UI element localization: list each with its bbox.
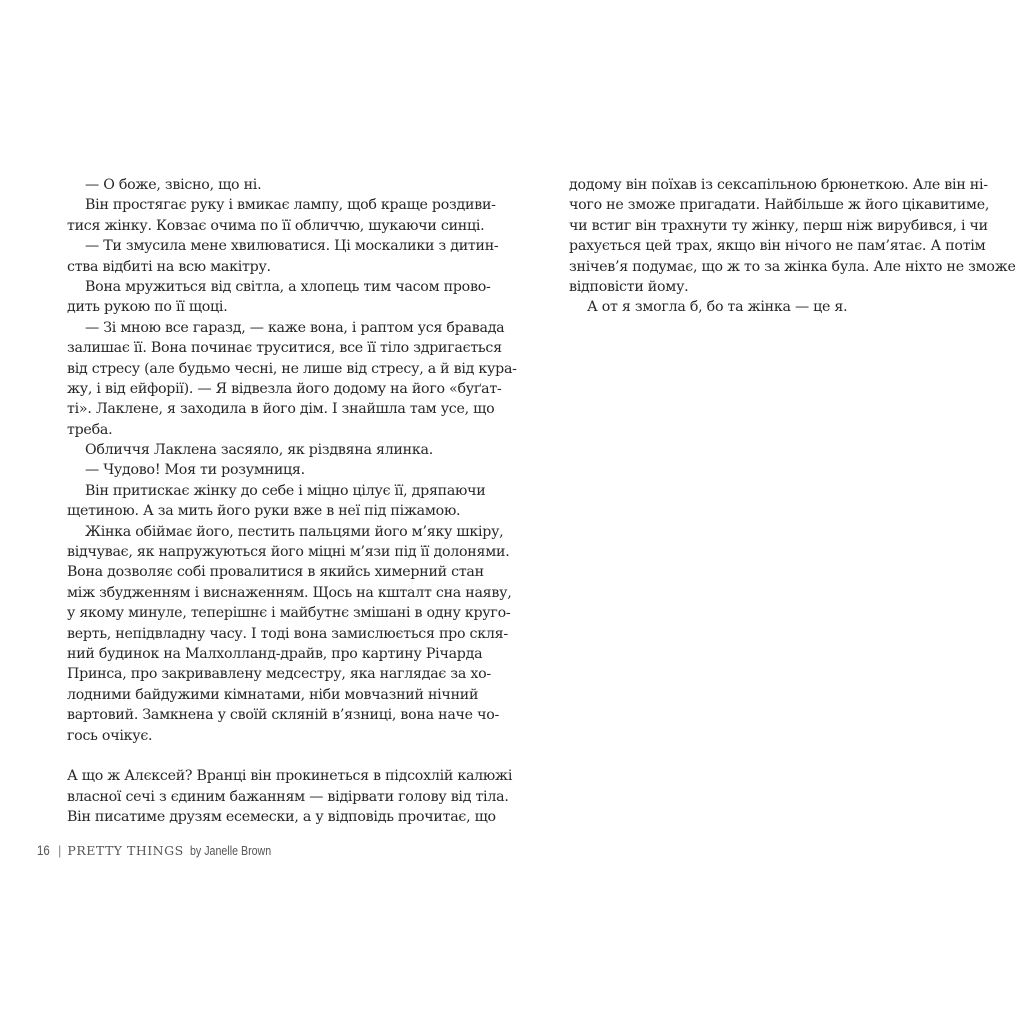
text-line: ний будинок на Малхолланд-драйв, про картину Річарда: [67, 645, 483, 662]
text-line: А що ж Алєксей? Вранці він прокинеться в підсохлій калюжі: [67, 768, 513, 785]
text-line: вартовий. Замкнена у своїй скляній в’язниці, вона наче чо-: [67, 707, 500, 724]
text-line: ства відбиті на всю макітру.: [67, 258, 271, 275]
text-line: гось очікує.: [67, 727, 153, 744]
text-line: треба.: [67, 421, 113, 438]
text-line: дить рукою по її щоці.: [67, 299, 228, 316]
text-line: Обличчя Лаклена засяяло, як різдвяна ялинка.: [85, 442, 433, 459]
footer-separator: |: [58, 843, 62, 858]
text-line: відчуває, як напружуються його міцні м’язи під її долонями.: [67, 544, 510, 561]
text-line: чого не зможе пригадати. Найбільше ж його цікавитиме,: [569, 197, 990, 214]
text-line: жу, і від ейфорії). — Я відвезла його додому на його «буґат-: [67, 380, 502, 397]
text-line: верть, непідвладну часу. І тоді вона замислюється про скля-: [67, 625, 508, 642]
page-footer: [37, 843, 289, 858]
text-line: знічев’я подумає, що ж то за жінка була. Але ніхто не зможе: [569, 258, 1016, 275]
text-line: Принса, про закривавлену медсестру, яка наглядає за хо-: [67, 666, 491, 683]
text-line: власної сечі з єдиним бажанням — відірвати голову від тіла.: [67, 788, 509, 805]
book-title: PRETTY THINGS: [67, 843, 184, 858]
text-line: — Ти змусила мене хвилюватися. Ці москалики з дитин-: [85, 238, 499, 255]
text-line: Вона дозволяє собі провалитися в якийсь химерний стан: [67, 564, 484, 581]
text-line: А от я змогла б, бо та жінка — це я.: [587, 299, 848, 316]
left-page-text: [67, 175, 517, 828]
text-line: у якому минуле, теперішнє і майбутнє змішані в одну круго-: [67, 605, 511, 622]
right-page-text: [569, 175, 1016, 318]
text-line: ті». Лаклене, я заходила в його дім. І знайшла там усе, що: [67, 401, 495, 418]
book-author: by Janelle Brown: [189, 843, 271, 858]
text-line: відповісти йому.: [569, 278, 689, 295]
text-line: Вона мружиться від світла, а хлопець тим часом прово-: [85, 278, 491, 295]
text-line: Він притискає жінку до себе і міцно цілує її, дряпаючи: [85, 482, 486, 499]
text-line: тися жінку. Ковзає очима по її обличчю, шукаючи синці.: [67, 217, 485, 234]
page-number: 16: [37, 843, 50, 858]
text-line: Він простягає руку і вмикає лампу, щоб краще роздиви-: [85, 197, 496, 214]
text-line: рахується цей трах, якщо він нічого не пам’ятає. А потім: [569, 238, 986, 255]
text-line: між збудженням і виснаженням. Щось на кшталт сна наяву,: [67, 584, 512, 601]
text-line: — О боже, звісно, що ні.: [85, 177, 262, 193]
text-line: Він писатиме друзям есемески, а у відповідь прочитає, що: [67, 809, 496, 826]
text-line: щетиною. А за мить його руки вже в неї під піжамою.: [67, 503, 461, 520]
text-line: залишає її. Вона починає труситися, все її тіло здригається: [67, 340, 502, 357]
text-line: від стресу (але будьмо чесні, не лише від стресу, а й від кура-: [67, 360, 517, 377]
text-line: додому він поїхав із сексапільною брюнеткою. Але він ні-: [569, 177, 988, 193]
text-line: — Зі мною все гаразд, — каже вона, і раптом уся бравада: [85, 319, 505, 336]
text-line: лодними байдужими кімнатами, ніби мовчазний нічний: [67, 686, 479, 703]
text-line: чи встиг він трахнути ту жінку, перш ніж вирубився, і чи: [569, 217, 988, 234]
text-line: Жінка обіймає його, пестить пальцями його м’яку шкіру,: [85, 523, 504, 540]
text-line: — Чудово! Моя ти розумниця.: [85, 462, 305, 479]
paragraph-gap: [67, 746, 457, 766]
